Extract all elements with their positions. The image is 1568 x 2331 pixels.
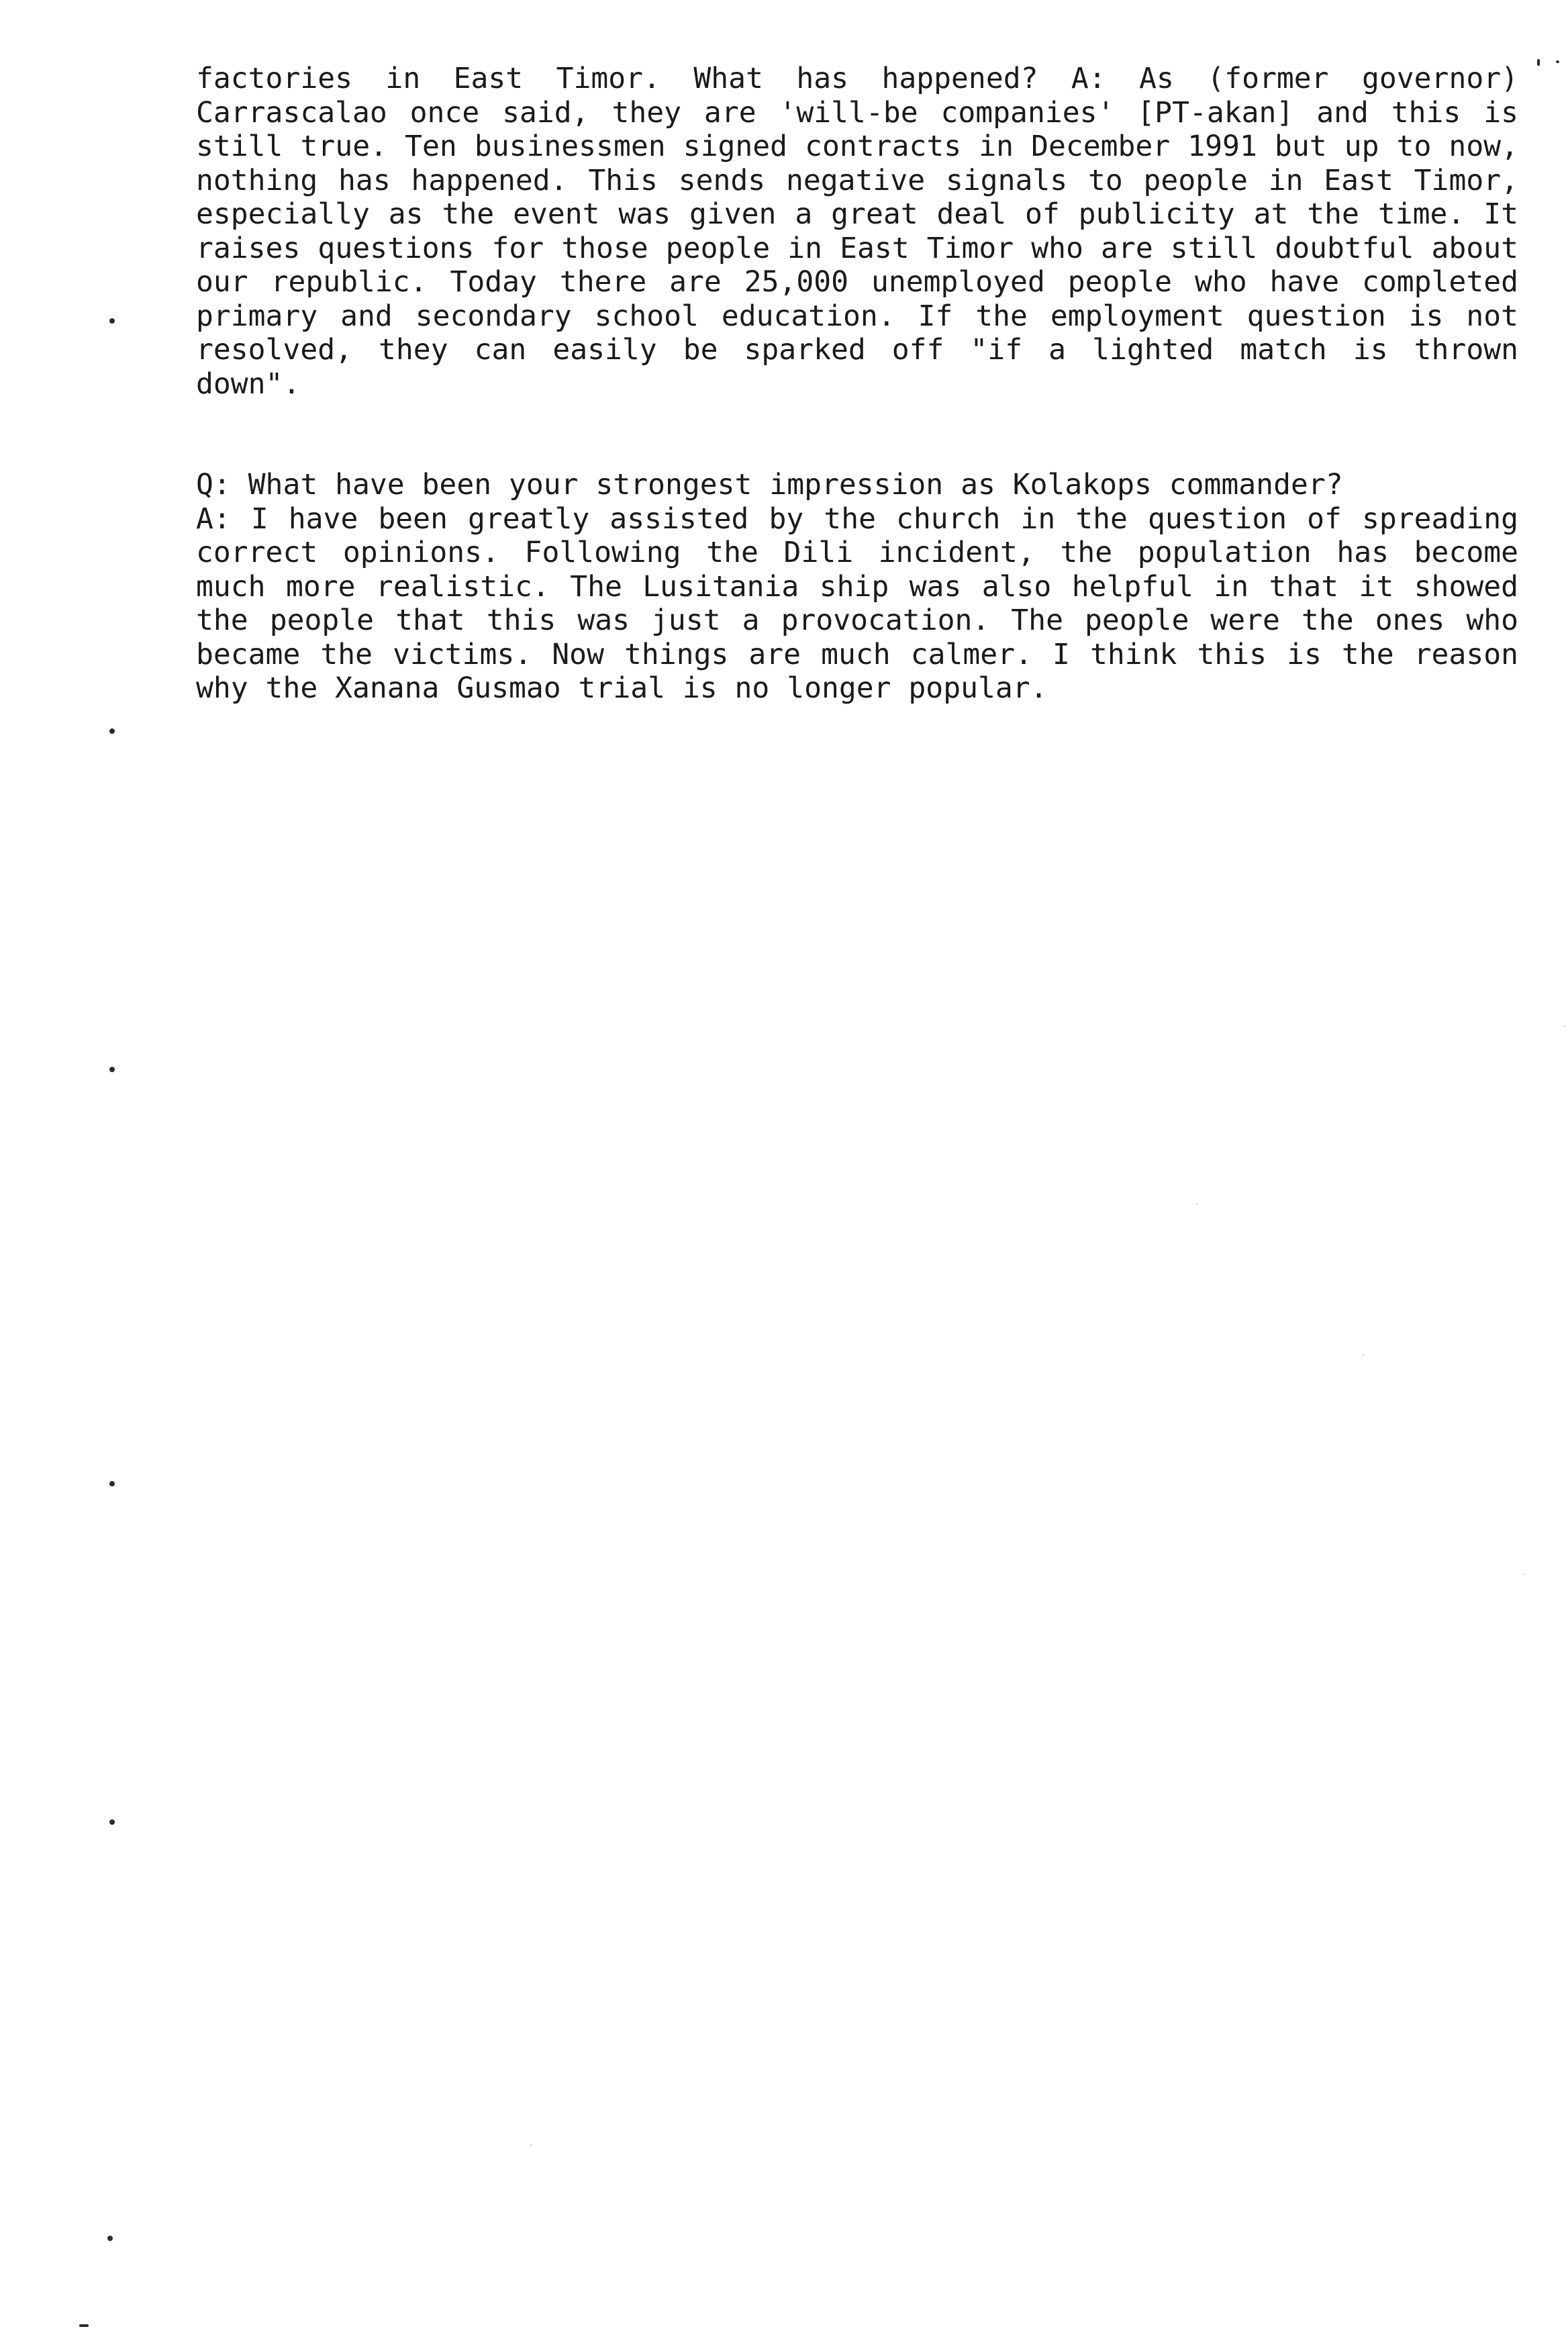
scan-speck: [1564, 1026, 1565, 1027]
margin-dot-2: [109, 728, 115, 734]
margin-dot-3: [109, 1067, 115, 1072]
answer-section-1: [196, 62, 1518, 401]
bottom-corner-mark: [79, 2324, 89, 2327]
paragraph-text: factories in East Timor. What has happened? A: As (former governor) Carrascalao once said, they are 'will-be companies' [PT-akan] and this is still true. Ten businessmen signed contracts in December 1991 but up to now, nothing has happened. This sends negative signals to people in East Timor, especially as the event was given a great deal of publicity at the time. It raises questions for those people in East Timor who are still doubtful about our republic. Today there are 25,000 unemployed people who have completed primary and secondary school education. If the employment question is not resolved, they can easily be sparked off "if a lighted match is thrown down".: [196, 62, 1518, 401]
answer-paragraph: [196, 502, 1518, 706]
margin-dot-6: [107, 2236, 113, 2241]
scan-speck: [530, 2144, 532, 2146]
intro-paragraph: [196, 62, 1518, 401]
margin-dot-5: [109, 1819, 115, 1825]
scan-speck: [1524, 1574, 1525, 1575]
answer-text: A: I have been greatly assisted by the church in the question of spreading correct opinions. Following the Dili incident, the population has become much more realistic. The Lusitania ship was also helpful in that it showed the people that this was just a provocation. The people were the ones who became the victims. Now things are much calmer. I think this is the reason why the Xanana Gusmao trial is no longer popular.: [196, 502, 1518, 705]
margin-dot-4: [109, 1481, 115, 1486]
scan-speck: [1363, 1354, 1364, 1355]
corner-mark-1: [1537, 59, 1540, 66]
margin-dot-1: [109, 318, 115, 324]
question-line: [196, 468, 1518, 502]
corner-mark-2: [1556, 60, 1559, 63]
qa-section-2: [196, 468, 1518, 706]
question-text: Q: What have been your strongest impression as Kolakops commander?: [196, 468, 1343, 502]
scan-speck: [1196, 1204, 1197, 1205]
